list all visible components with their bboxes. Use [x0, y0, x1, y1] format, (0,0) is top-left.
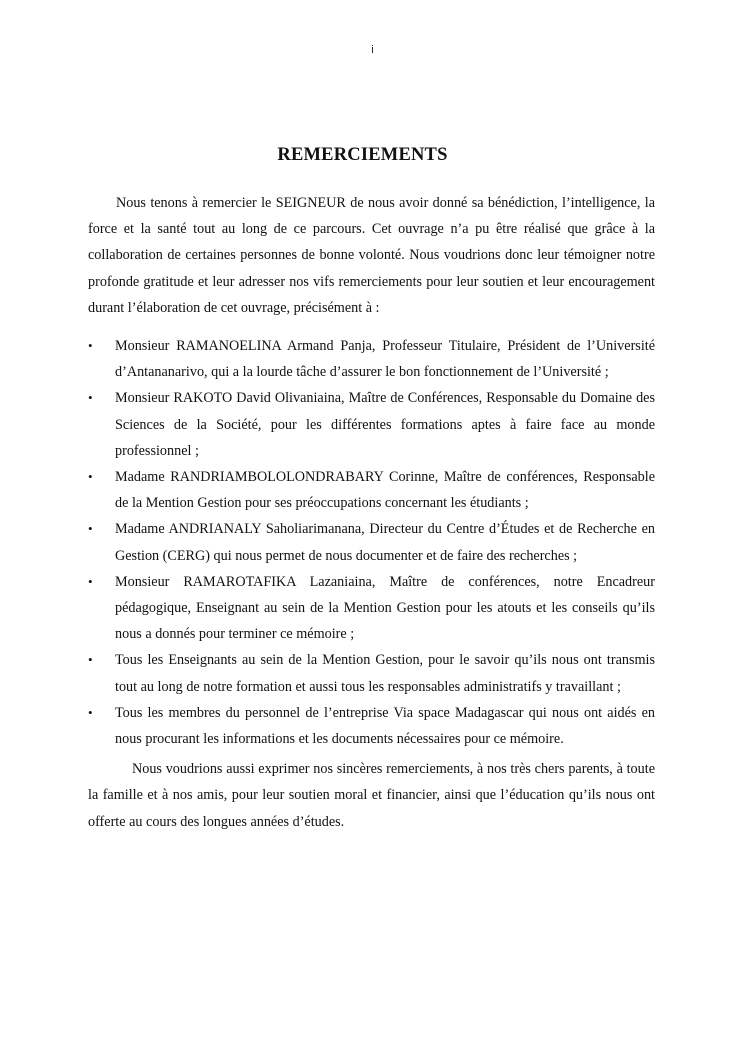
bullet-icon: •: [88, 652, 93, 668]
bullet-icon: •: [88, 704, 93, 720]
list-item-text: Monsieur RAMANOELINA Armand Panja, Professeur Titulaire, Président de l’Université d’Antananarivo, qui a la lourde tâche d’assurer le bon fonctionnement de l’Université ;: [115, 338, 655, 381]
list-item: [88, 464, 655, 516]
page-number: i: [371, 44, 374, 56]
list-item: [88, 516, 655, 568]
list-item: [88, 569, 655, 648]
list-item-text: Madame RANDRIAMBOLOLONDRABARY Corinne, Maître de conférences, Responsable de la Mention Gestion pour ses préoccupations concernant les étudiants ;: [115, 469, 655, 512]
intro-paragraph: Nous tenons à remercier le SEIGNEUR de nous avoir donné sa bénédiction, l’intelligence, la force et la santé tout au long de ce parcours. Cet ouvrage n’a pu être réalisé que grâce à la collaboration de certaines personnes de bonne volonté. Nous voudrions donc leur témoigner notre profonde gratitude et leur adresser nos vifs remerciements pour leur soutien et leur encouragement durant l’élaboration de cet ouvrage, précisément à :: [88, 195, 655, 316]
list-item: [88, 700, 655, 752]
closing-paragraph: Nous voudrions aussi exprimer nos sincères remerciements, à nos très chers parents, à toute la famille et à nos amis, pour leur soutien moral et financier, ainsi que l’éducation qu’ils nous ont offerte au cours des longues années d’études.: [88, 761, 655, 830]
acknowledgements-body: [88, 190, 655, 835]
list-item-text: Tous les membres du personnel de l’entreprise Via space Madagascar qui nous ont aidés en nous procurant les informations et les documents nécessaires pour ce mémoire.: [115, 704, 655, 748]
list-item: [88, 385, 655, 464]
list-item-text: Madame ANDRIANALY Saholiarimanana, Directeur du Centre d’Études et de Recherche en Gestion (CERG) qui nous permet de nous documenter et de faire des recherches ;: [115, 521, 655, 564]
list-item: [88, 647, 655, 699]
bullet-icon: •: [88, 469, 93, 485]
list-item: [88, 333, 655, 385]
bullet-icon: •: [88, 338, 93, 354]
bullet-icon: •: [88, 573, 93, 589]
list-item-text: Monsieur RAMAROTAFIKA Lazaniaina, Maître de conférences, notre Encadreur pédagogique, Enseignant au sein de la Mention Gestion pour les atouts et les conseils qu’ils nous a donnés pour terminer ce mémoire ;: [115, 573, 655, 643]
list-item-text: Tous les Enseignants au sein de la Mention Gestion, pour le savoir qu’ils nous ont transmis tout au long de notre formation et aussi tous les responsables administratifs y travaillant ;: [115, 652, 655, 695]
bullet-icon: •: [88, 521, 93, 537]
acknowledgements-list: [88, 333, 655, 752]
page-title: REMERCIEMENTS: [277, 145, 448, 165]
bullet-icon: •: [88, 390, 93, 406]
list-item-text: Monsieur RAKOTO David Olivaniaina, Maître de Conférences, Responsable du Domaine des Sciences de la Société, pour les différentes formations aptes à faire face au monde professionnel ;: [115, 390, 655, 459]
